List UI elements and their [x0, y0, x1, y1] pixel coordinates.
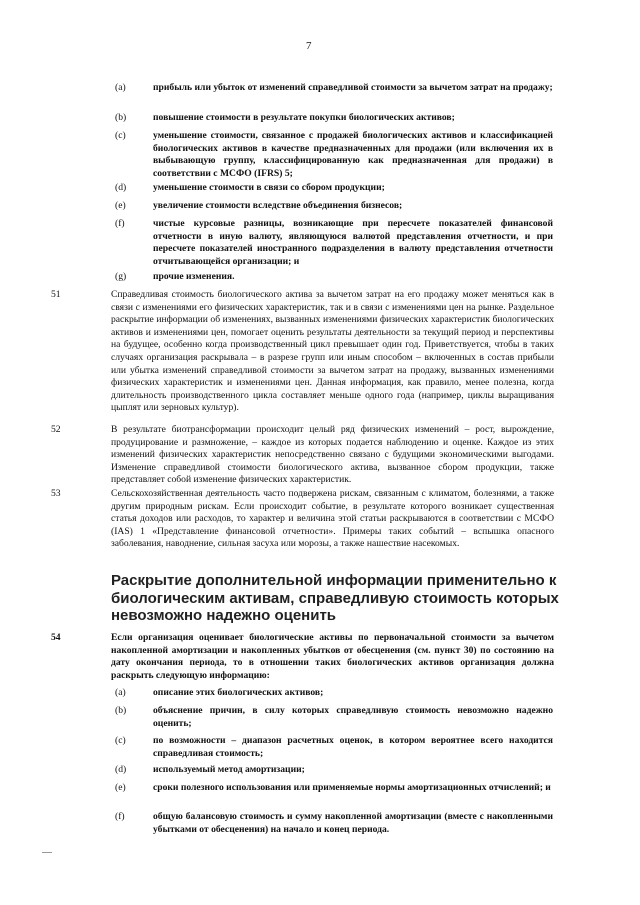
list-item-text: прибыль или убыток от изменений справедливой стоимости за вычетом затрат на продажу;: [153, 82, 553, 93]
paragraph-number: 51: [51, 289, 61, 300]
list-item-text: уменьшение стоимости в связи со сбором продукции;: [153, 182, 385, 193]
list-item-label: (g): [115, 271, 127, 282]
list-item-text: увеличение стоимости вследствие объединения бизнесов;: [153, 200, 403, 211]
list-item-label: (a): [115, 82, 126, 93]
page-number: 7: [306, 40, 312, 52]
paragraph-text: Сельскохозяйственная деятельность часто подвержена рискам, связанным с климатом, болезнями, а также другим природным рискам. Если происходит событие, в результате которого возникает существенная статья доходов или расходов, то характер и величина этой статьи раскрываются в соответствии с МСФО (IAS) 1 «Представление финансовой отчетности». Примеры таких событий – вспышка опасного заболевания, наводнение, сильная засуха или морозы, а также нашествие насекомых.: [111, 488, 554, 550]
margin-mark: [42, 852, 52, 853]
list-item-label: (c): [115, 735, 126, 746]
list-item-label: (d): [115, 182, 127, 193]
list-item-label: (d): [115, 764, 127, 775]
list-item-text: сроки полезного использования или применяемые нормы амортизационных отчислений; и: [153, 782, 551, 793]
list-item-text: описание этих биологических активов;: [153, 687, 324, 698]
list-item-label: (e): [115, 200, 126, 211]
paragraph-number: 53: [51, 488, 61, 499]
list-item-text: уменьшение стоимости, связанное с продажей биологических активов и классификацией биологических активов в качестве предназначенных для продажи (или включения их в выбывающую группу, классифицированную как предназначенная для продажи) в соответствии с МСФО (IFRS) 5;: [153, 130, 553, 179]
list-item-label: (c): [115, 130, 126, 141]
list-item-text: прочие изменения.: [153, 271, 235, 282]
list-item-text: повышение стоимости в результате покупки биологических активов;: [153, 112, 455, 123]
list-item-text: используемый метод амортизации;: [153, 764, 305, 775]
list-item-label: (f): [115, 218, 125, 229]
paragraph-number: 52: [51, 424, 61, 435]
list-item-text: общую балансовую стоимость и сумму накопленной амортизации (вместе с накопленными убытками от обесценения) на начало и конец периода.: [153, 811, 553, 835]
list-item-label: (b): [115, 705, 127, 716]
paragraph-text: Справедливая стоимость биологического актива за вычетом затрат на его продажу может меняться как в связи с изменениями его физических характеристик, так и в связи с изменениями цен на рынке. Раздельное раскрытие информации об изменениях, вызванных изменениями физических характеристик биологических активов и изменениями цен, помогает оценить результаты деятельности за текущий период и перспективы на будущее, особенно когда производственный цикл превышает один год. Приветствуется, чтобы в таких случаях организация раскрывала – в разрезе групп или иным способом – включенных в состав прибыли или убытка изменений справедливой стоимости за вычетом затрат на продажу, вызванных изменениями физических характеристик и изменениями цен. Данная информация, как правило, менее полезна, когда длительность производственного цикла составляет меньше одного года (например, циклы выращивания цыплят или зерновых культур).: [111, 289, 554, 414]
paragraph-text: Если организация оценивает биологические активы по первоначальной стоимости за вычетом накопленной амортизации и накопленных убытков от обесценения (см. пункт 30) по состоянию на дату окончания периода, то в отношении таких биологических активов организация должна раскрыть следующую информацию:: [111, 632, 554, 681]
list-item-label: (f): [115, 811, 125, 822]
paragraph-text: В результате биотрансформации происходит целый ряд физических изменений – рост, вырождение, продуцирование и размножение, – каждое из которых подается наблюдению и оценке. Каждое из этих изменений физических характеристик непосредственно связано с будущими экономическими выгодами. Изменение справедливой стоимости биологического актива, вызванное сбором продукции, также представляет собой изменение физических характеристик.: [111, 424, 554, 486]
list-item-text: по возможности – диапазон расчетных оценок, в котором вероятнее всего находится справедливая стоимость;: [153, 735, 553, 759]
paragraph-number: 54: [51, 632, 61, 643]
list-item-label: (a): [115, 687, 126, 698]
list-item-label: (e): [115, 782, 126, 793]
list-item-text: чистые курсовые разницы, возникающие при пересчете показателей финансовой отчетности в иную валюту, являющуюся валютой представления отчетности, и при пересчете показателей иностранного подразделения в валюту представления отчетности отчитывающейся организации; и: [153, 218, 553, 267]
list-item-text: объяснение причин, в силу которых справедливую стоимость невозможно надежно оценить;: [153, 705, 553, 729]
section-heading: Раскрытие дополнительной информации применительно к биологическим активам, справедливую стоимость которых невозможно надежно оценить: [111, 572, 559, 624]
list-item-label: (b): [115, 112, 127, 123]
